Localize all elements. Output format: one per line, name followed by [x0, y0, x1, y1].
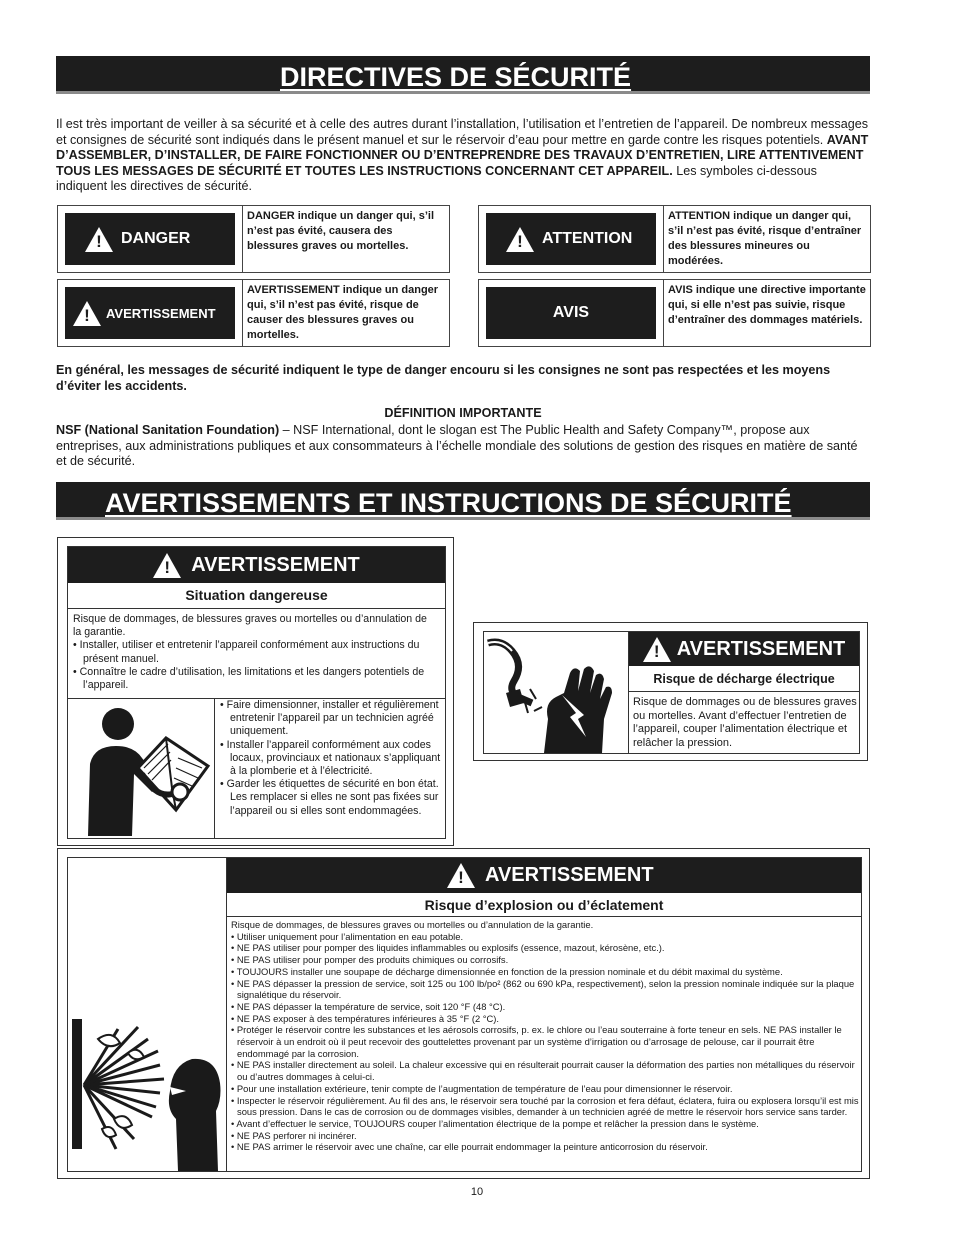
warning-triangle-icon: ! — [153, 553, 181, 578]
list-item: • NE PAS arrimer le réservoir avec une chaîne, car elle pourrait endommager la peinture anticorrosion du réservoir. — [231, 1141, 708, 1153]
warning-subtitle: Risque d’explosion ou d’éclatement — [424, 897, 664, 913]
warning-header-label: AVERTISSEMENT — [676, 637, 846, 660]
divider — [227, 916, 861, 917]
warning-triangle-icon: ! — [643, 637, 671, 662]
explosion-hazard-icon — [68, 999, 225, 1171]
signal-attention — [478, 205, 871, 273]
warning-bullets — [220, 699, 442, 818]
intro-paragraph — [56, 117, 870, 195]
electric-shock-icon — [484, 633, 627, 753]
signal-label: AVERTISSEMENT — [106, 305, 216, 321]
list-item: • NE PAS dépasser la température de service, soit 120 °F (48 °C). — [231, 1000, 506, 1012]
signal-danger — [57, 205, 450, 273]
list-item: • Faire dimensionner, installer et régulièrement entretenir l’appareil par un technicien agréé uniquement. — [220, 699, 439, 738]
list-item: • Connaître le cadre d’utilisation, les limitations et les dangers potentiels de l’appareil. — [73, 665, 425, 692]
list-item: • NE PAS exposer à des températures inférieures à 35 °F (2 °C). — [231, 1012, 500, 1024]
list-item: • Pour une installation extérieure, tenir compte de l’augmentation de température de l’eau pour dimensionner le réservoir. — [231, 1082, 733, 1094]
signal-label-box — [486, 287, 656, 339]
list-item: • NE PAS dépasser la pression de service, soit 125 ou 100 lb/po² (862 ou 690 kPa, respectivement), selon la pression nominale indiquée sur la plaque signalétique du réservoir. — [231, 977, 855, 1001]
intro-text: Il est très important de veiller à sa sécurité et à celle des autres durant l’installation, l’utilisation et l’entretien de l’appareil. De nombreux messages et consignes de sécurité sont indiqués dans le présent manuel et sur le réservoir d’eau pour mettre en garde contre les risques potentiels. — [56, 117, 869, 147]
warning-bullets — [231, 931, 859, 1153]
section-banner-safety-directives — [56, 56, 870, 94]
signal-description: DANGER indique un danger qui, s’il n’est pas évité, causera des blessures graves ou mortelles. — [242, 206, 449, 272]
warning-subtitle: Situation dangereuse — [185, 587, 328, 603]
list-item: • Installer l’appareil conformément aux codes locaux, provinciaux et nationaux s’appliquant à la plomberie et à l’électricité. — [220, 738, 441, 778]
warning-bullets — [73, 639, 433, 692]
list-item: • Installer, utiliser et entretenir l’appareil conformément aux instructions du présent manuel. — [73, 639, 420, 665]
warning-box-hazardous-situation — [57, 537, 454, 846]
list-item: • TOUJOURS installer une soupape de décharge dimensionnée en fonction de la pression nominale et du débit maximal du système. — [231, 965, 783, 977]
definition-paragraph — [56, 423, 870, 470]
warning-text-bottom — [220, 699, 442, 818]
warning-header-label: AVERTISSEMENT — [191, 553, 360, 576]
definition-heading: DÉFINITION IMPORTANTE — [384, 406, 542, 420]
signal-avis — [478, 279, 871, 347]
warning-box-explosion — [57, 848, 870, 1179]
definition-text: – NSF International, dont le slogan est The Public Health and Safety Company™, propose aux entreprises, aux administrations publiques et aux consommateurs à l’échelle mondiale des solutions de gestion des risques en matière de santé et de sécurité. — [56, 423, 858, 468]
list-item: • Avant d’effectuer le service, TOUJOURS couper l’alimentation électrique de la pompe et relâcher la pression dans le système. — [231, 1117, 759, 1129]
divider — [214, 698, 215, 839]
read-manual-icon — [68, 702, 214, 836]
intro-end-text: Les symboles ci-dessous indiquent les directives de sécurité. — [56, 163, 817, 193]
warning-text — [231, 919, 859, 1153]
list-item: • Inspecter le réservoir régulièrement. Au fil des ans, le réservoir sera touché par la corrosion et fera défaut, éclatera, fuira ou explosera lorsqu’il est mis sous pression. Dans le cas de corrosion ou de dommages visibles, demander à un technicien agréé de mettre le réservoir hors service sans tarder. — [231, 1094, 859, 1118]
warning-text: Risque de dommages ou de blessures graves ou mortelles. Avant d’effectuer l’entretien de l’appareil, couper l’alimentation électrique et relâcher la pression. — [633, 696, 857, 749]
signal-label-box — [65, 287, 235, 339]
warning-triangle-icon: ! — [447, 863, 475, 888]
intro-bold-text: AVANT D’ASSEMBLER, D’INSTALLER, DE FAIRE FONCTIONNER OU D’ENTREPRENDRE DES TRAVAUX D’ENTRETIEN, LIRE ATTENTIVEMENT TOUS LES MESSAGES DE SÉCURITÉ ET TOUTES LES INSTRUCTIONS CONCERNANT CET APPAREIL. — [56, 132, 869, 178]
section-title: DIRECTIVES DE SÉCURITÉ — [280, 62, 632, 92]
warning-header — [629, 632, 859, 666]
list-item: • Utiliser uniquement pour l’alimentation en eau potable. — [231, 930, 464, 942]
warning-box-electric-shock — [473, 622, 868, 761]
list-item: • Garder les étiquettes de sécurité en bon état. Les remplacer si elles ne sont pas fixées sur l’appareil ou si elles sont endommagées. — [220, 778, 439, 817]
warning-header-label: AVERTISSEMENT — [485, 864, 654, 886]
list-item: • NE PAS perforer ni incinérer. — [231, 1129, 357, 1141]
warning-header — [227, 858, 861, 893]
signal-description: AVERTISSEMENT indique un danger qui, s’il n’est pas évité, risque de causer des blessures graves ou mortelles. — [242, 280, 449, 346]
section-banner-warnings — [56, 482, 870, 520]
warning-intro: Risque de dommages, de blessures graves ou mortelles ou d’annulation de la garantie. — [73, 613, 427, 639]
signal-description: ATTENTION indique un danger qui, s’il n’est pas évité, risque d’entraîner des blessures mineures ou modérées. — [663, 206, 870, 272]
warning-triangle-icon: ! — [73, 301, 101, 326]
list-item: • NE PAS utiliser pour pomper des liquides inflammables ou explosifs (essence, mazout, kérosène, etc.). — [231, 942, 665, 954]
warning-header — [68, 547, 445, 583]
warning-subtitle: Risque de décharge électrique — [653, 672, 835, 686]
signal-label: DANGER — [121, 230, 191, 247]
section-title: AVERTISSEMENTS ET INSTRUCTIONS DE SÉCURITÉ — [105, 488, 792, 518]
warning-triangle-icon: ! — [506, 227, 534, 252]
divider — [629, 691, 859, 692]
list-item: • Protéger le réservoir contre les substances et les aérosols corrosifs, p. ex. le chlore ou l’eau souterraine à forte teneur en sels. NE PAS installer le réservoir à un endroit où il peut recevoir des gouttelettes provenant par un système d’irrigation ou d’arrosage de pelouse, car il pourrait être endommagé par la corrosion. — [231, 1024, 842, 1059]
signal-label-box — [65, 213, 235, 265]
warning-text-top — [73, 613, 433, 692]
signal-label-box — [486, 213, 656, 265]
signal-avertissement — [57, 279, 450, 347]
divider — [68, 608, 445, 609]
signal-label: ATTENTION — [542, 230, 633, 247]
signal-label: AVIS — [552, 304, 590, 321]
page-number: 10 — [470, 1186, 484, 1198]
list-item: • NE PAS utiliser pour pomper des produits chimiques ou corrosifs. — [231, 954, 509, 966]
signal-description: AVIS indique une directive importante qui, si elle n’est pas suivie, risque d’entraîner des dommages matériels. — [663, 280, 870, 346]
list-item: • NE PAS installer directement au soleil. La chaleur excessive qui en résulterait pourrait causer la déformation des parties non métalliques du réservoir ou d’autres dommages à celui-ci. — [231, 1059, 855, 1083]
definition-term: NSF (National Sanitation Foundation) — [56, 423, 280, 437]
warning-triangle-icon: ! — [85, 227, 113, 252]
general-note: En général, les messages de sécurité indiquent le type de danger encouru si les consignes ne sont pas respectées et les moyens d’éviter les accidents. — [56, 363, 831, 393]
warning-intro: Risque de dommages, de blessures graves ou mortelles ou d’annulation de la garantie. — [231, 919, 594, 930]
